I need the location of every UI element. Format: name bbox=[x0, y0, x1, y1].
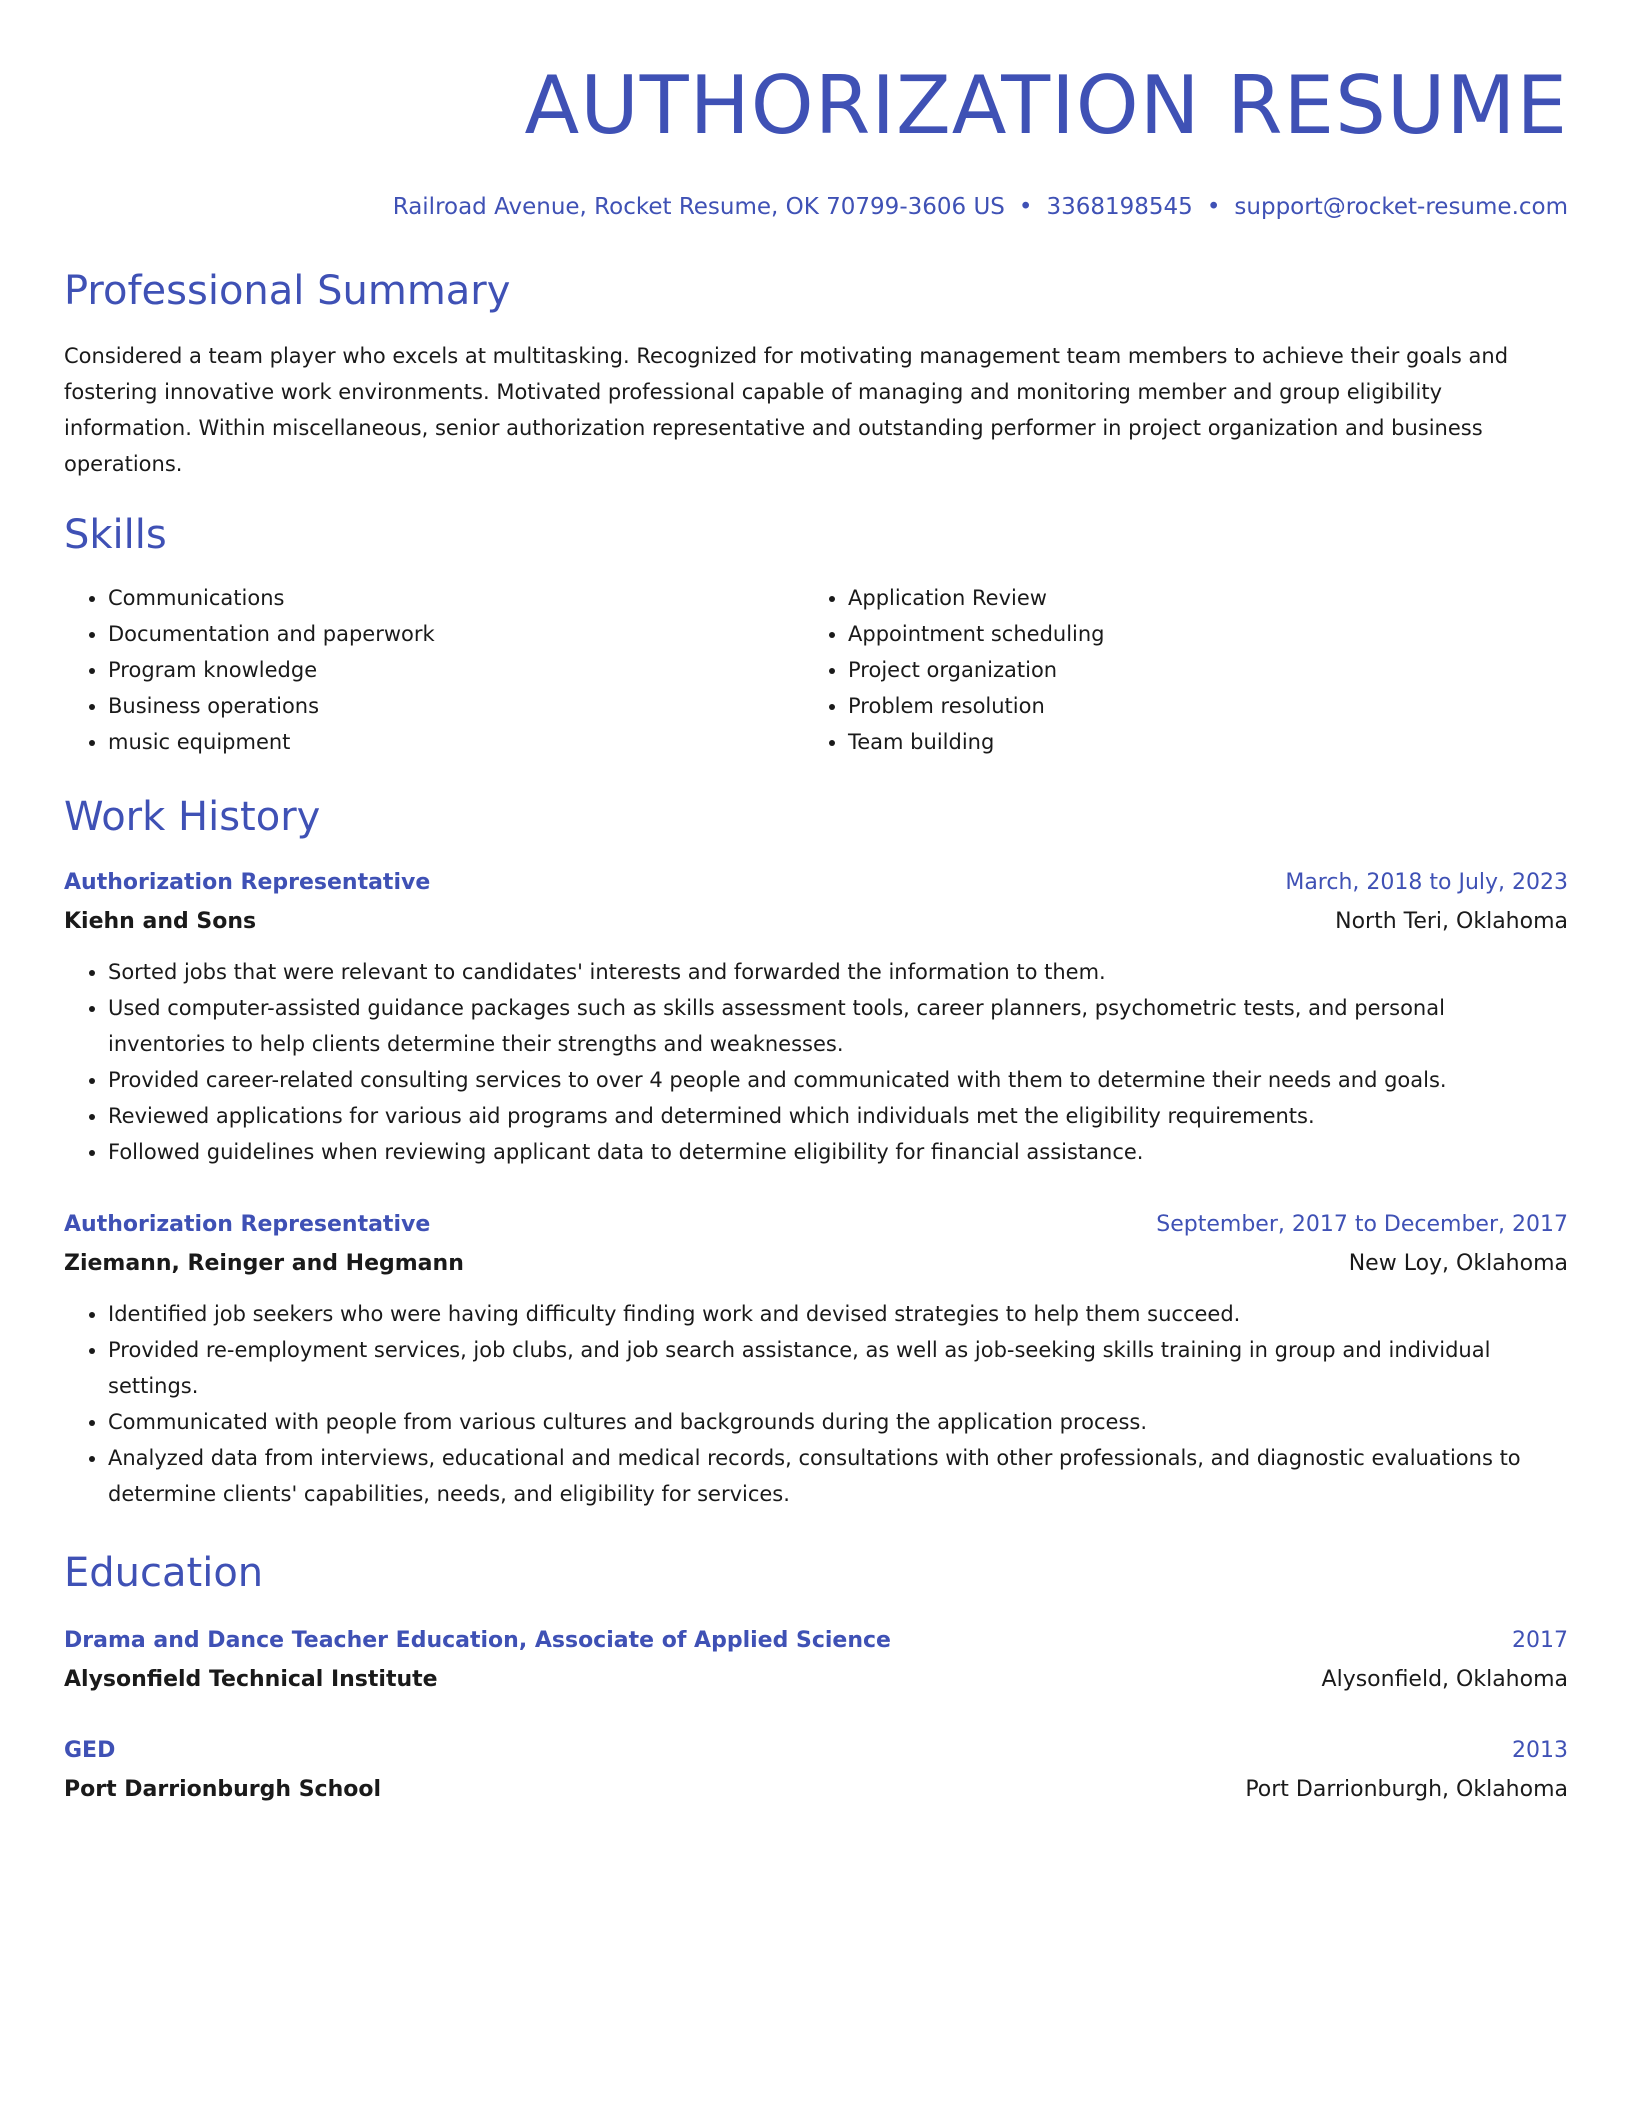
skill-item: • music equipment bbox=[108, 724, 804, 760]
skills-column-right bbox=[804, 580, 1544, 760]
job-bullet: • Analyzed data from interviews, educational and medical records, consultations with other professionals, and diagnostic evaluations to determine clients' capabilities, needs, and eligibility for services. bbox=[108, 1440, 1568, 1512]
contact-line bbox=[64, 192, 1568, 222]
job-bullet: • Provided career-related consulting services to over 4 people and communicated with them to determine their needs and goals. bbox=[108, 1062, 1568, 1098]
education-title: Education bbox=[64, 1550, 264, 1596]
summary-text: Considered a team player who excels at multitasking. Recognized for motivating management team members to achieve their goals and fostering innovative work environments. Motivated professional capable of managing and monitoring member and group eligibility information. Within miscellaneous, senior authorization representative and outstanding performer in project organization and business operations. bbox=[64, 344, 1509, 476]
education-school-row bbox=[64, 1768, 1568, 1808]
job-bullets bbox=[64, 1296, 1568, 1512]
job-bullet: • Used computer-assisted guidance packages such as skills assessment tools, career planners, psychometric tests, and personal inventories to help clients determine their strengths and weaknesses. bbox=[108, 990, 1568, 1062]
skill-item: • Communications bbox=[108, 580, 804, 616]
skill-item: • Problem resolution bbox=[848, 688, 1544, 724]
job-bullet: • Followed guidelines when reviewing applicant data to determine eligibility for financial assistance. bbox=[108, 1134, 1568, 1170]
education-school: Port Darrionburgh School bbox=[64, 1777, 382, 1802]
candidate-name: AUTHORIZATION RESUME bbox=[524, 59, 1568, 152]
job-dates: September, 2017 to December, 2017 bbox=[1156, 1212, 1568, 1237]
job-bullet: • Sorted jobs that were relevant to candidates' interests and forwarded the information to them. bbox=[108, 954, 1568, 990]
job-location: North Teri, Oklahoma bbox=[1335, 909, 1568, 934]
job-bullet: • Communicated with people from various cultures and backgrounds during the application process. bbox=[108, 1404, 1568, 1440]
education-location: Port Darrionburgh, Oklahoma bbox=[1245, 1777, 1568, 1802]
skill-item: • Program knowledge bbox=[108, 652, 804, 688]
education-year: 2017 bbox=[1512, 1628, 1568, 1653]
contact-address: Railroad Avenue, Rocket Resume, OK 70799-3606 US bbox=[392, 194, 1005, 220]
job-location: New Loy, Oklahoma bbox=[1348, 1251, 1568, 1276]
skills-grid bbox=[64, 580, 1568, 760]
summary-section bbox=[64, 266, 1568, 482]
skill-item: • Business operations bbox=[108, 688, 804, 724]
job-entry bbox=[64, 1208, 1568, 1512]
skills-title: Skills bbox=[64, 512, 167, 558]
education-entry bbox=[64, 1734, 1568, 1808]
job-company: Kiehn and Sons bbox=[64, 909, 257, 934]
contact-email: support@rocket-resume.com bbox=[1234, 194, 1568, 220]
job-header-row bbox=[64, 1208, 1568, 1242]
education-school-row bbox=[64, 1658, 1568, 1698]
education-entry bbox=[64, 1624, 1568, 1698]
contact-separator: • bbox=[1206, 194, 1221, 220]
education-school: Alysonfield Technical Institute bbox=[64, 1667, 438, 1692]
work-history-title: Work History bbox=[64, 794, 321, 840]
education-year: 2013 bbox=[1512, 1738, 1568, 1763]
job-title: Authorization Representative bbox=[64, 870, 431, 895]
job-title: Authorization Representative bbox=[64, 1212, 431, 1237]
job-company-row bbox=[64, 900, 1568, 940]
job-bullet: • Provided re-employment services, job clubs, and job search assistance, as well as job-seeking skills training in group and individual settings. bbox=[108, 1332, 1568, 1404]
resume-header bbox=[64, 58, 1568, 222]
education-header-row bbox=[64, 1624, 1568, 1658]
education-header-row bbox=[64, 1734, 1568, 1768]
skill-item: • Team building bbox=[848, 724, 1544, 760]
work-history-section bbox=[64, 792, 1568, 1512]
job-bullets bbox=[64, 954, 1568, 1170]
summary-title: Professional Summary bbox=[64, 268, 511, 314]
education-section bbox=[64, 1548, 1568, 1808]
skill-item: • Documentation and paperwork bbox=[108, 616, 804, 652]
education-degree: Drama and Dance Teacher Education, Associate of Applied Science bbox=[64, 1628, 891, 1653]
skill-item: • Appointment scheduling bbox=[848, 616, 1544, 652]
skills-column-left bbox=[64, 580, 804, 760]
skill-item: • Project organization bbox=[848, 652, 1544, 688]
job-bullet: • Reviewed applications for various aid programs and determined which individuals met the eligibility requirements. bbox=[108, 1098, 1568, 1134]
job-header-row bbox=[64, 866, 1568, 900]
skills-section bbox=[64, 510, 1568, 760]
contact-phone: 3368198545 bbox=[1046, 194, 1193, 220]
job-company: Ziemann, Reinger and Hegmann bbox=[64, 1251, 464, 1276]
education-degree: GED bbox=[64, 1738, 116, 1763]
job-company-row bbox=[64, 1242, 1568, 1282]
skill-item: • Application Review bbox=[848, 580, 1544, 616]
contact-separator: • bbox=[1018, 194, 1033, 220]
job-entry bbox=[64, 866, 1568, 1170]
education-location: Alysonfield, Oklahoma bbox=[1321, 1667, 1568, 1692]
job-bullet: • Identified job seekers who were having difficulty finding work and devised strategies to help them succeed. bbox=[108, 1296, 1568, 1332]
job-dates: March, 2018 to July, 2023 bbox=[1285, 870, 1568, 895]
